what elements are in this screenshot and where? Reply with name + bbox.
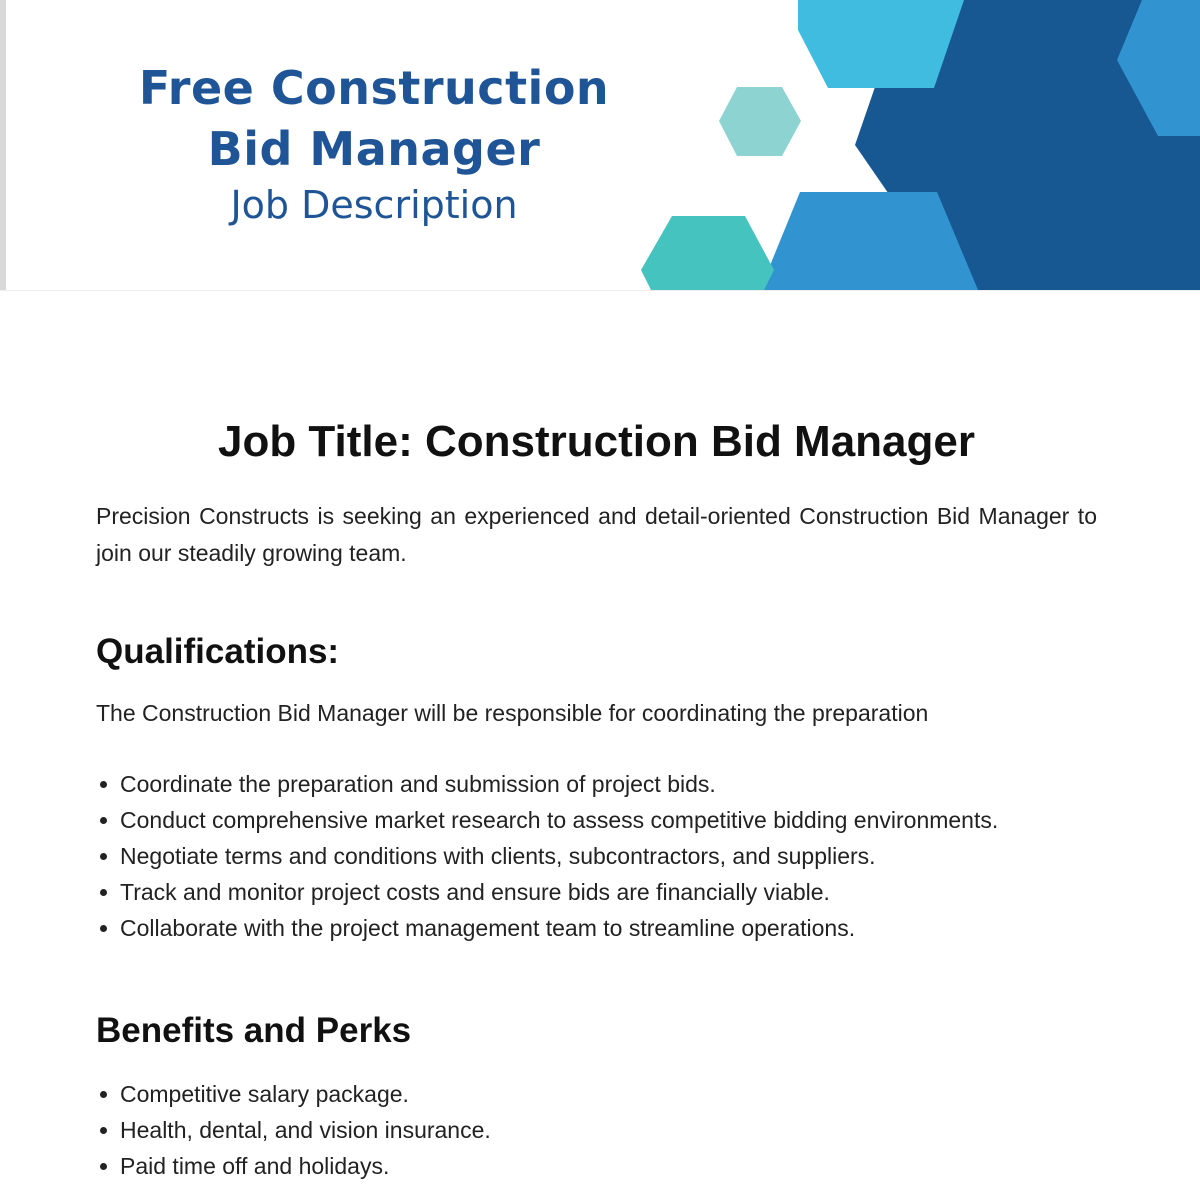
document-content xyxy=(96,410,1097,1184)
intro-paragraph: Precision Constructs is seeking an experienced and detail-oriented Construction Bid Manager to join our steadily growing team. xyxy=(96,503,1097,566)
bullet-icon xyxy=(100,1163,107,1170)
job-title-heading: Job Title: Construction Bid Manager xyxy=(217,417,975,466)
qualifications-heading: Qualifications: xyxy=(96,632,340,671)
list-item-text: Collaborate with the project management team to streamline operations. xyxy=(120,915,856,941)
bullet-icon xyxy=(100,853,107,860)
list-item-text: Health, dental, and vision insurance. xyxy=(120,1117,491,1143)
benefits-list xyxy=(96,1076,1073,1184)
banner-title xyxy=(100,58,648,180)
list-item xyxy=(96,874,1073,910)
bullet-icon xyxy=(100,781,107,788)
list-item-text: Coordinate the preparation and submission of project bids. xyxy=(120,771,716,797)
qualifications-list xyxy=(96,766,1073,946)
banner-title-line-2: Bid Manager xyxy=(207,122,541,176)
benefits-heading: Benefits and Perks xyxy=(96,1011,412,1050)
list-item xyxy=(96,766,1073,802)
list-item-text: Track and monitor project costs and ensure bids are financially viable. xyxy=(120,879,830,905)
list-item xyxy=(96,910,1073,946)
banner-subtitle: Job Description xyxy=(230,183,518,227)
list-item-text: Conduct comprehensive market research to assess competitive bidding environments. xyxy=(120,807,999,833)
list-item xyxy=(96,838,1073,874)
list-item-text: Negotiate terms and conditions with clients, subcontractors, and suppliers. xyxy=(120,843,876,869)
banner-title-line-1: Free Construction xyxy=(138,61,610,115)
bullet-icon xyxy=(100,1127,107,1134)
header-banner xyxy=(0,0,1200,291)
list-item xyxy=(96,1112,1073,1148)
bullet-icon xyxy=(100,889,107,896)
hexagon-mint-small xyxy=(719,87,801,156)
hexagon-teal-bottom xyxy=(641,216,774,290)
qualifications-paragraph: The Construction Bid Manager will be responsible for coordinating the preparation xyxy=(96,700,929,726)
bullet-icon xyxy=(100,817,107,824)
bullet-icon xyxy=(100,925,107,932)
bullet-icon xyxy=(100,1091,107,1098)
list-item-text: Paid time off and holidays. xyxy=(120,1153,390,1179)
list-item-text: Competitive salary package. xyxy=(120,1081,409,1107)
list-item xyxy=(96,802,1073,838)
list-item xyxy=(96,1076,1073,1112)
list-item xyxy=(96,1148,1073,1184)
